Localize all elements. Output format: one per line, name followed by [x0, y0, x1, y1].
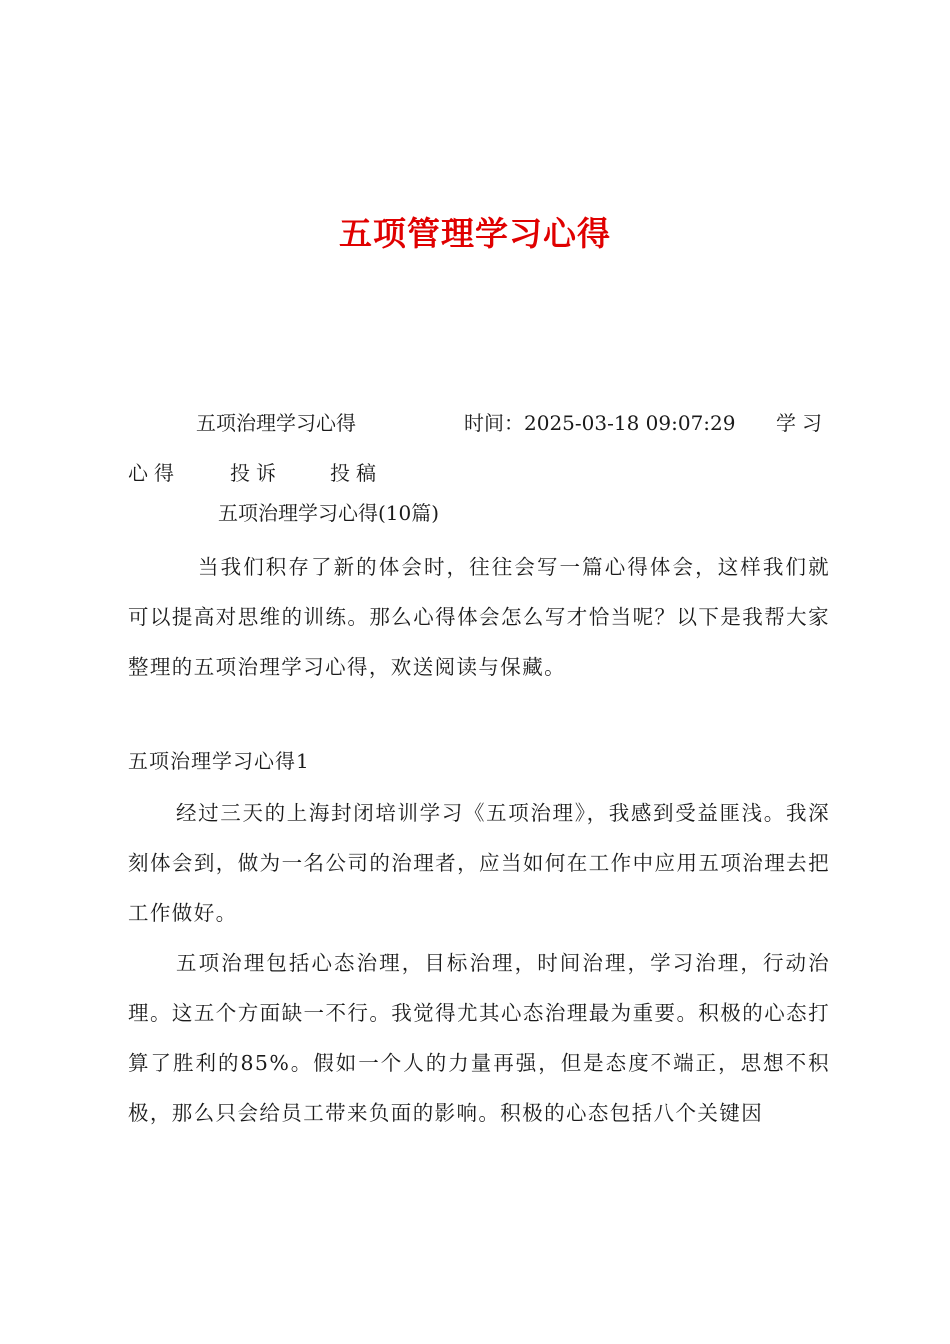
document-title: 五项管理学习心得 — [339, 214, 611, 253]
meta-timestamp: 时间：2025-03-18 09:07:29 — [464, 411, 736, 435]
meta-article-title: 五项治理学习心得 — [196, 411, 356, 435]
complain-link[interactable]: 投诉 — [230, 461, 282, 485]
intro-paragraph: 当我们积存了新的体会时，往往会写一篇心得体会，这样我们就可以提高对思维的训练。那么心得体会怎么写才恰当呢？以下是我帮大家整理的五项治理学习心得，欢送阅读与保藏。 — [128, 555, 830, 679]
section1-paragraph-2: 五项治理包括心态治理，目标治理，时间治理，学习治理，行动治理。这五个方面缺一不行。我觉得尤其心态治理最为重要。积极的心态打算了胜利的85%。假如一个人的力量再强，但是态度不端正，思想不积极，那么只会给员工带来负面的影响。积极的心态包括八个关键因 — [128, 951, 830, 1125]
article-meta — [128, 398, 828, 498]
meta-category-link-continued[interactable]: 心得 — [128, 461, 180, 485]
submit-link[interactable]: 投稿 — [330, 461, 382, 485]
section-heading-1: 五项治理学习心得1 — [128, 749, 310, 773]
meta-row-2 — [128, 448, 828, 498]
meta-row-1 — [128, 398, 828, 448]
section1-paragraph-1: 经过三天的上海封闭培训学习《五项治理》，我感到受益匪浅。我深刻体会到，做为一名公司的治理者，应当如何在工作中应用五项治理去把工作做好。 — [128, 801, 830, 925]
meta-category-link[interactable]: 学习 — [776, 411, 828, 435]
document-subtitle: 五项治理学习心得(10篇) — [218, 501, 440, 525]
